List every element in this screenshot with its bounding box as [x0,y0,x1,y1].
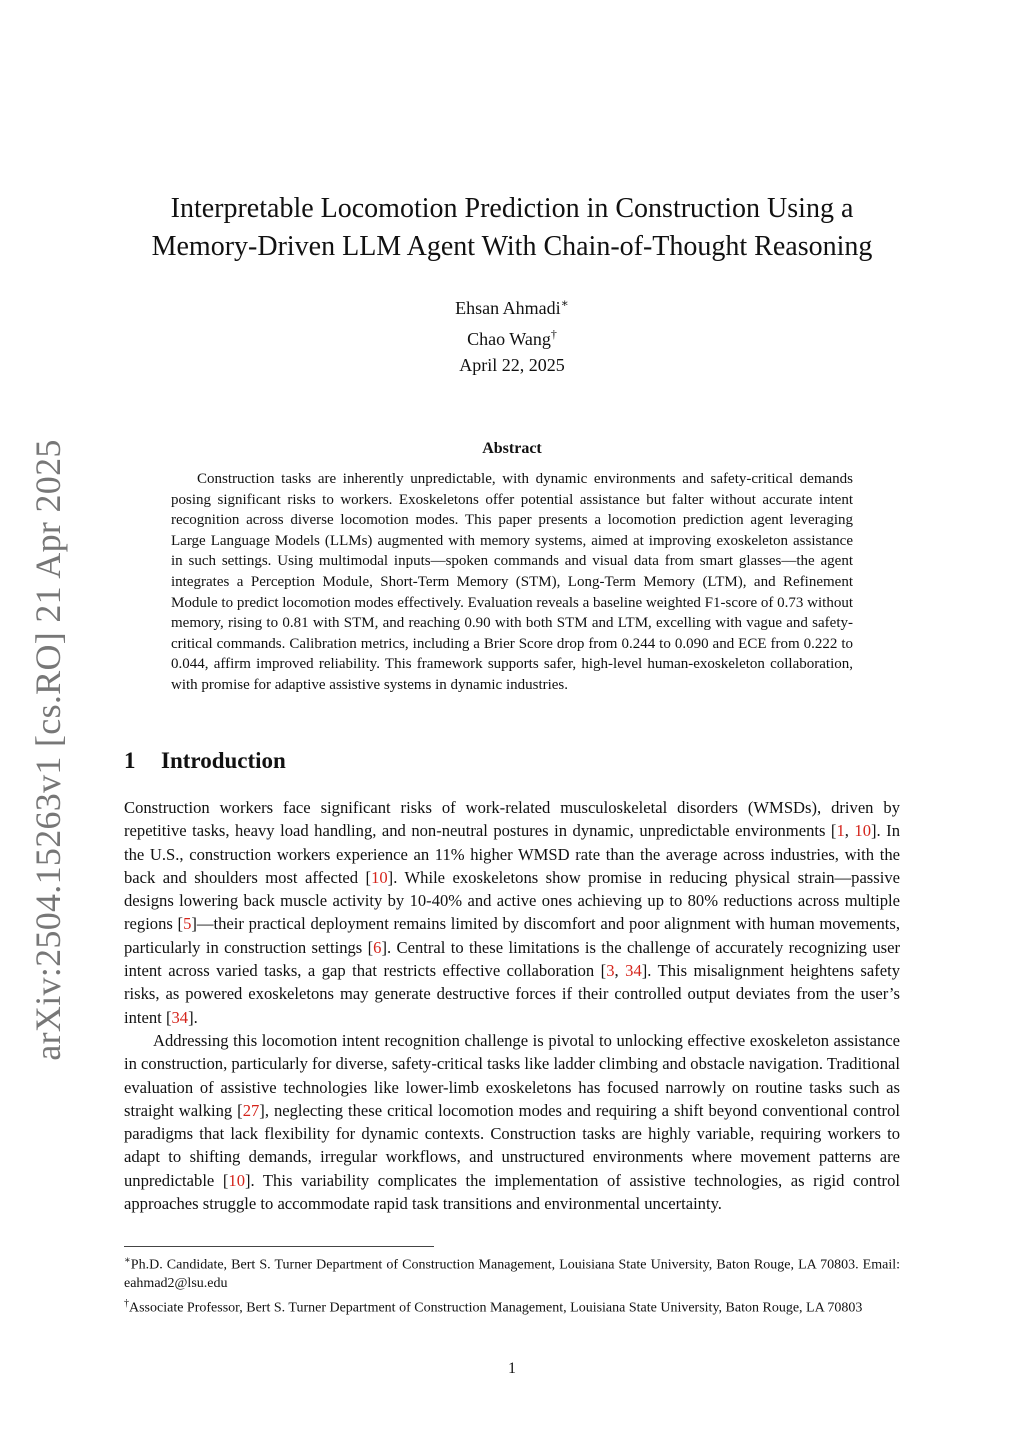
citation-link[interactable]: 34 [171,1007,189,1027]
abstract-text: Construction tasks are inherently unpredictable, with dynamic environments and safety-critical demands posing significant risks to workers. Exoskeletons offer potential assistance but falter without accurate intent recognition across diverse locomotion modes. This paper presents a locomotion prediction agent leveraging Large Language Models (LLMs) augmented with memory systems, aimed at improving exoskeleton assistance in such settings. Using multimodal inputs—spoken commands and visual data from smart glasses—the agent integrates a Perception Module, Short-Term Memory (STM), Long-Term Memory (LTM), and Refinement Module to predict locomotion modes effectively. Evaluation reveals a baseline weighted F1-score of 0.73 without memory, rising to 0.81 with STM, and reaching 0.90 with both STM and LTM, excelling with vague and safety-critical commands. Calibration metrics, including a Brier Score drop from 0.244 to 0.090 and ECE from 0.222 to 0.044, affirm improved reliability. This framework supports safer, high-level human-exoskeleton collaboration, with promise for adaptive assistive systems in dynamic industries. [171,471,853,693]
citation-link[interactable]: 3 [606,961,615,981]
title-line-1: Interpretable Locomotion Prediction in Construction Using a [170,193,854,224]
citation-link[interactable]: 10 [854,821,872,841]
citation-link[interactable]: 34 [625,961,642,981]
paper-date: April 22, 2025 [459,355,565,375]
page-number: 1 [508,1360,516,1377]
footnote: ∗Ph.D. Candidate, Bert S. Turner Department of Construction Management, Louisiana State University, Baton Rouge, LA 70803. Email: eahmad2@lsu.edu [124,1255,900,1292]
citation-link[interactable]: 5 [183,914,192,934]
section-number: 1 [124,748,136,773]
arxiv-identifier [22,439,74,1061]
paper-title [100,190,924,266]
arxiv-identifier-text: arXiv:2504.15263v1 [cs.RO] 21 Apr 2025 [28,439,68,1061]
title-line-2: Memory-Driven LLM Agent With Chain-of-Thought Reasoning [151,231,873,262]
footnote: †Associate Professor, Bert S. Turner Department of Construction Management, Louisiana State University, Baton Rouge, LA 70803 [124,1297,863,1316]
author: Ehsan Ahmadi∗ [455,296,569,318]
footnote-mark: ∗ [124,1255,131,1266]
author: Chao Wang† [467,327,557,349]
author-footnote-mark: † [550,327,557,341]
author-footnote-mark: ∗ [560,296,569,310]
citation-link[interactable]: 10 [228,1170,245,1190]
author-list [0,290,1024,352]
paragraph: Addressing this locomotion intent recognition challenge is pivotal to unlocking effective exoskeleton assistance in construction, particularly for diverse, safety-critical tasks like ladder climbing and obstacle navigation. Traditional evaluation of assistive technologies like lower-limb exoskeletons has focused narrowly on routine tasks such as straight walking [27], neglecting these critical locomotion modes and requiring a shift beyond conventional control paradigms that lack flexibility for dynamic contexts. Construction tasks are highly variable, requiring workers to adapt to shifting demands, irregular workflows, and unstructured environments where movement patterns are unpredictable [10]. This variability complicates the implementation of assistive technologies, as rigid control approaches struggle to accommodate rapid task transitions and environmental uncertainty. [124,1030,901,1214]
citation-link[interactable]: 10 [371,867,388,887]
introduction-body [124,796,900,1215]
footnote-divider [124,1246,434,1247]
section-heading [124,748,286,774]
citation-link[interactable]: 1 [836,821,845,841]
paragraph: Construction workers face significant risks of work-related musculoskeletal disorders (WMSDs), driven by repetitive tasks, heavy load handling, and non-neutral postures in dynamic, unpredictable environments [1, 10]. In the U.S., construction workers experience an 11% higher WMSD rate than the average across industries, with the back and shoulders most affected [10]. While exoskeletons show promise in reducing physical strain—passive designs lowering back muscle activity by 10-40% and active ones achieving up to 80% reductions across multiple regions [5]—their practical deployment remains limited by discomfort and poor alignment with human movements, particularly in construction settings [6]. Central to these limitations is the challenge of accurately recognizing user intent across varied tasks, a gap that restricts effective collaboration [3, 34]. This misalignment heightens safety risks, as powered exoskeletons may generate destructive forces if their controlled output deviates from the user’s intent [34]. [124,798,901,1027]
footnotes [124,1252,900,1319]
section-title: Introduction [161,748,286,773]
citation-link[interactable]: 6 [373,937,382,957]
footnote-mark: † [124,1297,129,1309]
abstract-heading: Abstract [482,440,542,457]
citation-link[interactable]: 27 [242,1100,260,1120]
